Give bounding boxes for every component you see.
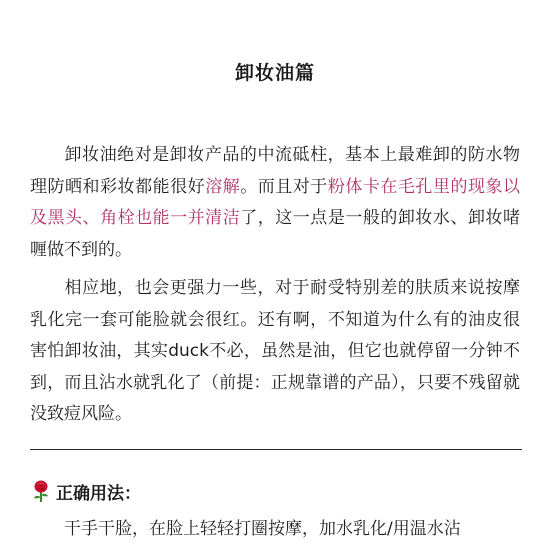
highlight-pore-cleaning: 粉体卡在毛孔里的现象以及黑头、角栓也能一并清洁	[30, 176, 521, 228]
paragraph-intro	[30, 140, 520, 266]
section-heading-text: 正确用法：	[56, 483, 141, 504]
paragraph-strength-text: 相应地，也会更强力一些，对于耐受特别差的肤质来说按摩乳化完一套可能脸就会很红。还有啊，不知道为什么有的油皮很害怕卸妆油，其实duck不必，虽然是油，但它也就停留一分钟不到，而且沾水就乳化了（前提：正规靠谱的产品），只要不残留就没致痘风险。	[30, 278, 520, 424]
rose-icon	[30, 479, 52, 503]
paragraph-intro-text-1: 卸妆油绝对是卸妆产品的中流砥柱，基本上最难卸的防水物理防晒和彩妆都能很好	[30, 145, 520, 197]
section-heading-usage	[30, 478, 141, 504]
paragraph-usage	[30, 514, 520, 546]
paragraph-usage-text: 干手干脸，在脸上轻轻打圈按摩，加水乳化/用温水沾	[64, 519, 461, 539]
paragraph-strength	[30, 273, 520, 431]
section-divider	[30, 449, 522, 450]
page-title: 卸妆油篇	[234, 62, 315, 84]
paragraph-intro-text-3: 了，这一点是一般的卸妆水、卸妆啫喱做不到的。	[30, 208, 521, 260]
highlight-dissolve: 溶解	[205, 176, 241, 197]
paragraph-intro-text-2: 。而且对于	[240, 176, 328, 197]
